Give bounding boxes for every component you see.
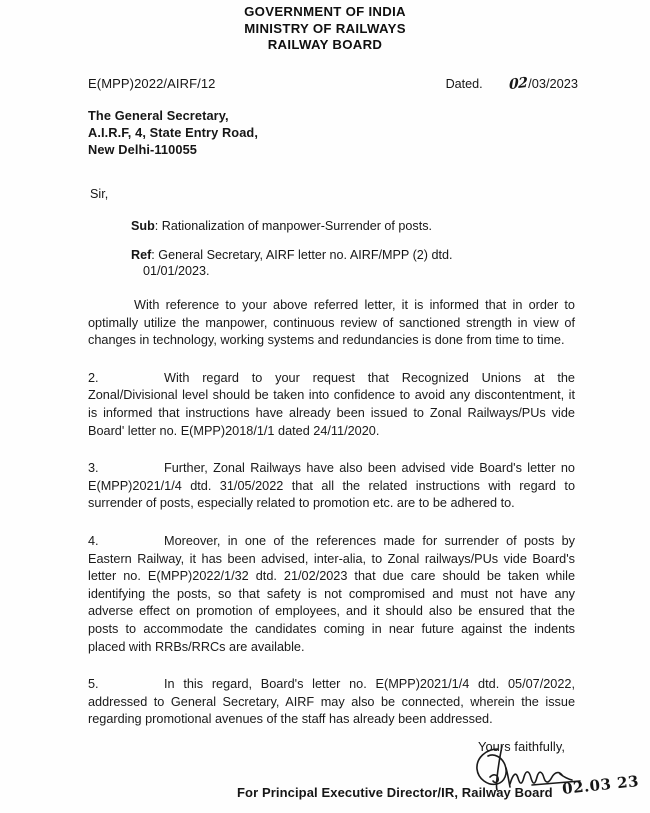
valediction: Yours faithfully, [478,739,566,754]
letter-reference-number: E(MPP)2022/AIRF/12 [88,76,216,91]
subject-tag: Sub [131,219,155,233]
handwritten-day: 02 [508,74,528,94]
paragraph-5-number: 5. [88,677,99,692]
paragraph-4 [88,533,575,656]
letterhead-line-government: GOVERNMENT OF INDIA [244,4,406,19]
reference-continuation: 01/01/2023. [143,264,210,278]
paragraph-5 [88,676,575,729]
paragraph-2-number: 2. [88,370,99,385]
letter-date [509,76,578,92]
paragraph-3 [88,460,575,513]
salutation: Sir, [90,187,109,201]
date-block [446,76,588,92]
paragraph-5-text: In this regard, Board's letter no. E(MPP)2021/1/4 dtd. 05/07/2022, addressed to General Secretary, AIRF may also be connected, wherein the issue regarding promotional avenues of the staff has already been addressed. [88,677,575,727]
reference-line [131,247,571,279]
reference-tag: Ref [131,248,152,262]
paragraph-2-text: With regard to your request that Recognized Unions at the Zonal/Divisional level should be taken into confidence to avoid any discontentment, it is informed that instructions have already been issued to Zonal Railways/PUs vide Board' letter no. E(MPP)2018/1/1 dated 24/11/2020. [88,370,575,438]
handwritten-signature-date: 02.03 23 [561,772,640,798]
subject-line [131,218,571,234]
paragraph-4-text: Moreover, in one of the references made for surrender of posts by Eastern Railway, it has been advised, inter-alia, to Zonal railways/PUs vide Board's letter no. E(MPP)2022/1/32 dtd. 21/02/2023 that due care should be taken while identifying the posts, so that safety is not compromised and must not have any adverse effect on promotion of employees, and it should also be ensured that the posts to accommodate the candidates coming in near future against the indents placed with RRBs/RRCs are available. [88,533,575,654]
subject-reference-block [131,218,571,292]
paragraph-3-text: Further, Zonal Railways have also been advised vide Board's letter no E(MPP)2021/1/4 dtd. 31/05/2022 that all the related instructions with regard to surrender of posts, especially related to promotion etc. are to be adhered to. [88,461,575,511]
signatory-designation: For Principal Executive Director/IR, Railway Board [237,785,553,800]
addressee-line-2: A.I.R.F, 4, State Entry Road, [88,125,259,140]
paragraph-intro: With reference to your above referred letter, it is informed that in order to optimally utilize the manpower, continuous review of sanctioned strength in view of changes in technology, working systems and redundancies is done from time to time. [88,298,575,348]
paragraph-4-number: 4. [88,533,99,548]
printed-month-year: /03/2023 [528,76,578,91]
reference-text: : General Secretary, AIRF letter no. AIRF/MPP (2) dtd. [151,248,453,262]
addressee-line-3: New Delhi-110055 [88,142,198,157]
letterhead [0,4,650,54]
subject-text: : Rationalization of manpower-Surrender of posts. [154,219,433,233]
addressee-block [88,107,258,158]
paragraph-2 [88,370,575,440]
reference-row [88,76,588,92]
letter-body [88,297,575,749]
addressee-line-1: The General Secretary, [88,108,229,123]
paragraph-3-number: 3. [88,461,99,476]
letterhead-line-board: RAILWAY BOARD [267,37,383,52]
letterhead-line-ministry: MINISTRY OF RAILWAYS [244,20,406,36]
dated-label: Dated. [445,77,483,91]
